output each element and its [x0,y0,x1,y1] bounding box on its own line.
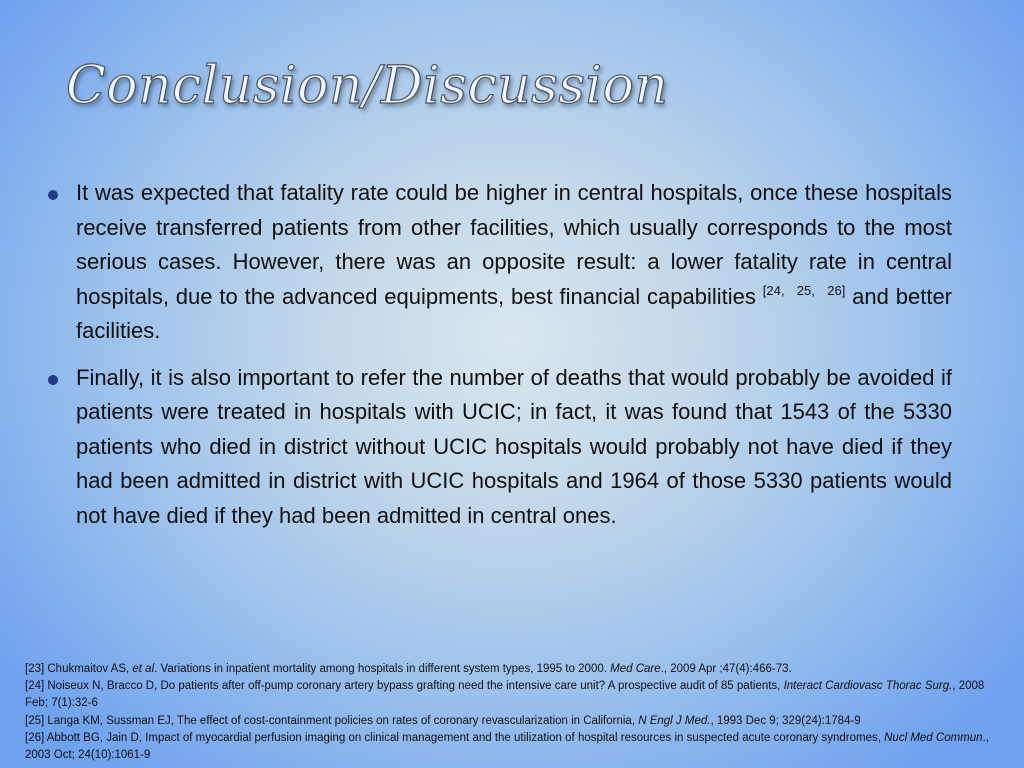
bullet-text-part: It was expected that fatality rate could be higher in central hospitals, once these hospitals receive transferred patients from other facilities, which usually corresponds to the most serious cases. However, there was an opposite result: a lower fatality rate in central hospitals, due to the advanced equipments, best financial capabilities [76,180,952,309]
slide-title: Conclusion/Discussion [66,56,669,116]
bullet-dot-icon [48,190,58,200]
reference-text: [23] Chukmaitov AS, [25,663,133,675]
bullet-list [48,176,952,545]
reference-item [25,730,1005,764]
reference-text: , 1993 Dec 9; 329(24):1784-9 [710,714,861,727]
reference-item [25,713,1005,730]
bullet-dot-icon [48,375,58,385]
bullet-item [48,176,952,349]
journal-name: Nucl Med Commun [884,731,983,744]
reference-text: , 2008 Feb; 7(1):32-6 [25,680,985,710]
reference-text: ., 2003 Oct; 24(10):1061-9 [25,731,989,762]
citation-marker: [24, 25, 26] [762,282,846,298]
reference-text: . Variations in inpatient mortality among hospitals in different system types, 1995 to 2000. [154,663,611,675]
reference-item [25,661,1005,678]
bullet-text: Finally, it is also important to refer the number of deaths that would probably be avoided if patients were treated in hospitals with UCIC; in fact, it was found that 1543 of the 5330 patients who died in district without UCIC hospitals would probably not have died if they had been admitted in district with UCIC hospitals and 1964 of those 5330 patients would not have died if they had been admitted in central ones. [76,364,952,528]
journal-name: Interact Cardiovasc Thorac Surg. [783,680,953,693]
reference-italic: et al [132,663,155,675]
bullet-text-part: and better facilities. [76,283,952,343]
reference-text: [25] Langa KM, Sussman EJ, The effect of cost-containment policies on rates of coronary revascularization in California, [25,714,639,727]
references-list [25,661,1005,764]
reference-item [25,678,1005,712]
reference-text: [26] Abbott BG, Jain D, Impact of myocardial perfusion imaging on clinical management and the utilization of hospital resources in suspected acute coronary syndromes, [25,731,885,744]
bullet-item [48,361,952,534]
journal-name: Med Care [610,663,661,675]
reference-text: ., 2009 Apr ;47(4):466-73. [660,663,792,675]
reference-text: [24] Noiseux N, Bracco D, Do patients after off-pump coronary artery bypass grafting need the intensive care unit? A prospective audit of 85 patients, [25,680,784,693]
journal-name: N Engl J Med. [638,714,711,727]
